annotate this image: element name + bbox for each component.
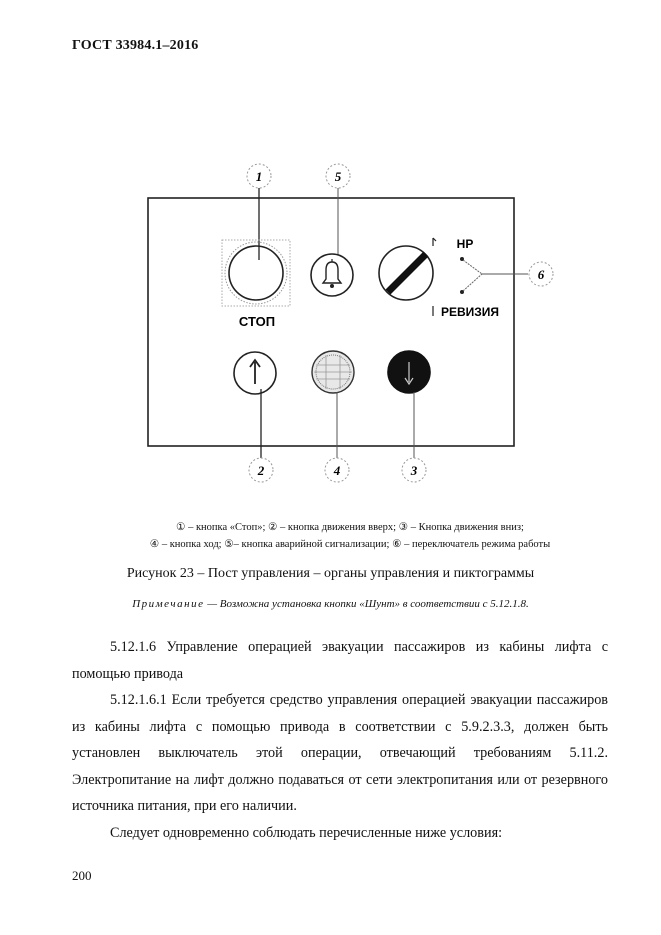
callout-5-label: 5 [334,169,342,184]
stop-label: СТОП [238,314,276,329]
page-number: 200 [72,868,92,883]
paragraph-5-12-1-6-1: 5.12.1.6.1 Если требуется средство управления операцией эвакуации пассажиров из кабины лифта с помощью привода в соответствии с 5.9.2.3.3, должен быть установлен выключатель этой операции, отвечающий требованиям 5.11.2. Электропитание на лифт должно подаваться от сети электропитания или от резервного источника питания, при его наличии. [72,692,608,814]
stop-button-icon [222,240,290,306]
run-button-icon [312,351,354,393]
bell-icon [311,254,353,296]
paragraph-5-12-1-6: 5.12.1.6 Управление операцией эвакуации пассажиров из кабины лифта с помощью привода [72,639,608,682]
callout-4 [325,392,349,482]
mode-switch-icon [379,238,436,316]
callout-4-label: 4 [333,463,341,478]
note-label: Примечание [132,598,205,610]
switch-positions [460,257,528,294]
callout-2-label: 2 [257,463,265,478]
callout-6-label: 6 [537,267,545,282]
arrow-down-icon [388,351,430,393]
normal-mode-label: НР [456,237,474,251]
callout-3 [402,392,426,482]
figure-legend-line-2: ④ – кнопка ход; ⑤– кнопка аварийной сигнализации; ⑥ – переключатель режима работы [149,539,551,550]
callout-1-label: 1 [255,169,263,184]
control-panel-frame [148,198,514,446]
figure-note [0,598,661,610]
note-text: — Возможна установка кнопки «Шунт» в соответствии с 5.12.1.8. [204,598,529,610]
callout-2 [249,389,273,482]
paragraph-conditions-intro: Следует одновременно соблюдать перечисленные ниже условия: [110,825,503,841]
callout-6 [529,262,553,286]
inspection-mode-label: РЕВИЗИЯ [440,305,500,319]
arrow-up-icon [234,352,276,394]
document-code: ГОСТ 33984.1–2016 [72,38,199,53]
figure-caption: Рисунок 23 – Пост управления – органы управления и пиктограммы [126,566,535,581]
callout-5 [326,164,350,255]
callout-3-label: 3 [410,463,418,478]
figure-legend-line-1: ① – кнопка «Стоп»; ② – кнопка движения вверх; ③ – Кнопка движения вниз; [176,522,524,533]
